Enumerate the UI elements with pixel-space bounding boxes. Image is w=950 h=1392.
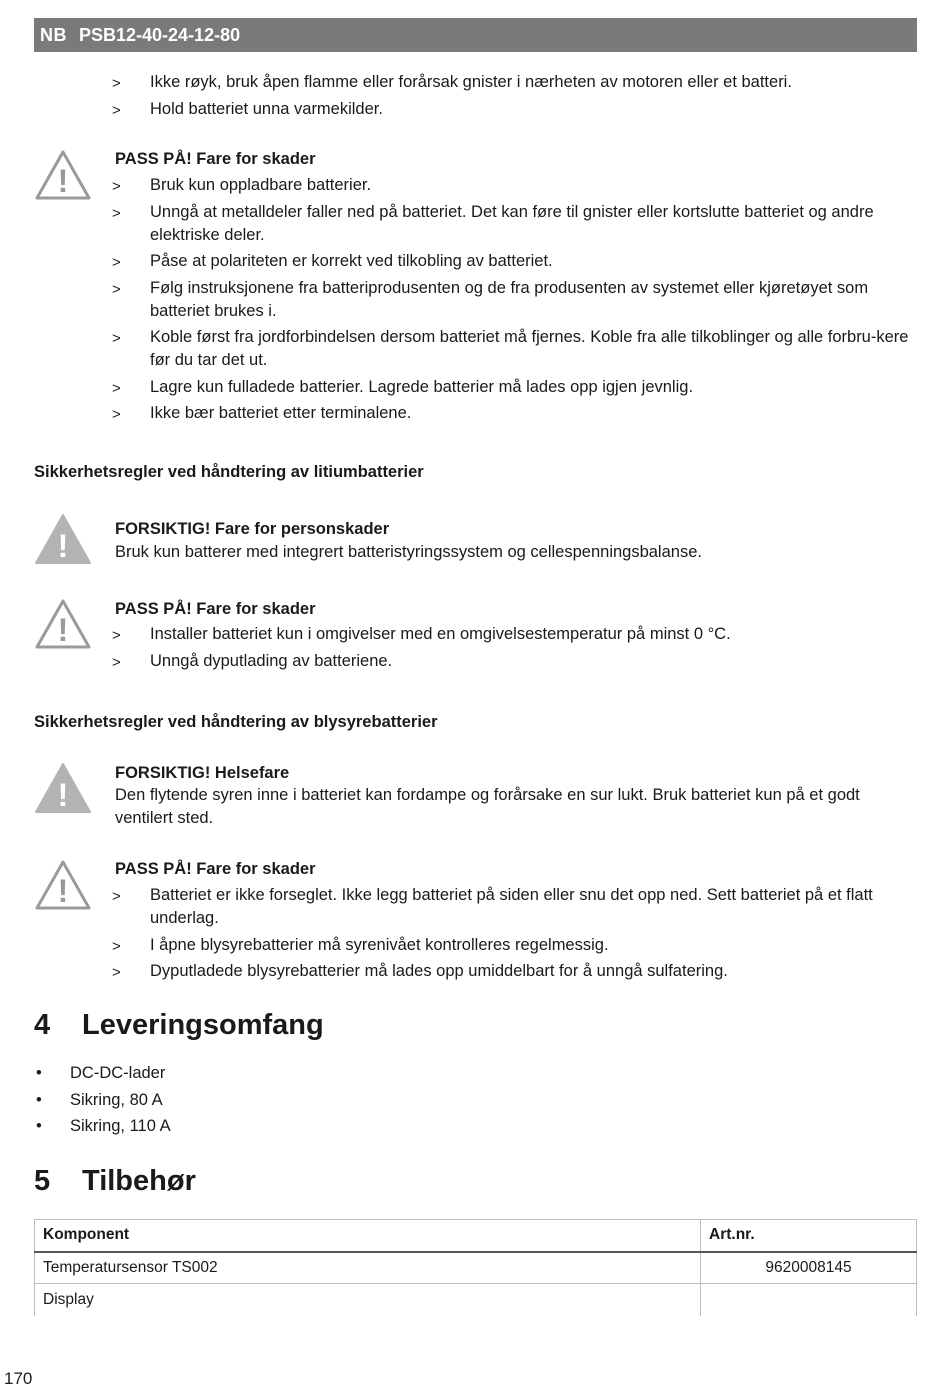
list-item-text: Sikring, 80 A (70, 1090, 163, 1109)
chapter-number: 4 (34, 1009, 51, 1041)
list-item-text: Installer batteriet kun i omgivelser med en omgivelsestemperatur på minst 0 °C. (150, 625, 731, 643)
bullet-marker: • (36, 1090, 42, 1109)
list-item (34, 1115, 171, 1138)
column-header: Komponent (35, 1220, 701, 1252)
intro-bullet-list (112, 71, 912, 124)
notice-title: PASS PÅ! Fare for skader (115, 600, 316, 618)
list-item (112, 71, 912, 94)
list-item-text: Unngå at metalldeler faller ned på batteriet. Det kan føre til gnister eller kortslutte batteriet og andre elektriske deler. (150, 202, 874, 244)
scope-of-delivery-list (34, 1062, 171, 1142)
chapter-heading-5 (34, 1164, 196, 1198)
warning-triangle-icon (34, 149, 92, 201)
arrow-marker: > (112, 627, 121, 644)
list-item (112, 376, 912, 399)
exclamation-mark: ! (57, 163, 69, 199)
chapter-number: 5 (34, 1165, 51, 1197)
warning-triangle-icon (34, 859, 92, 911)
list-item (112, 277, 912, 323)
list-item (112, 960, 912, 983)
list-item (112, 326, 912, 372)
language-code: NB (40, 24, 67, 45)
table-cell (701, 1284, 917, 1316)
notice-bullet-list (112, 884, 912, 987)
list-item-text: Lagre kun fulladede batterier. Lagrede batterier må lades opp igjen jevnlig. (150, 377, 694, 396)
list-item (112, 650, 912, 673)
chapter-heading-4 (34, 1008, 324, 1042)
column-header: Art.nr. (701, 1220, 917, 1252)
list-item-text: Unngå dyputlading av batteriene. (150, 651, 393, 670)
bullet-marker: • (36, 1064, 42, 1082)
list-item-text: Påse at polariteten er korrekt ved tilkobling av batteriet. (150, 252, 553, 270)
model-number: PSB12-40-24-12-80 (79, 24, 241, 45)
list-item (112, 934, 912, 957)
arrow-marker: > (112, 178, 121, 195)
arrow-marker: > (112, 204, 121, 222)
list-item-text: Følg instruksjonene fra batteriprodusenten og de fra produsenten av systemet eller kjøretøyet som batteriet brukes i. (150, 278, 869, 320)
notice-title: PASS PÅ! Fare for skader (115, 150, 316, 168)
arrow-marker: > (112, 888, 121, 905)
exclamation-mark: ! (57, 873, 69, 909)
table-row (35, 1252, 917, 1284)
arrow-marker: > (112, 254, 121, 271)
exclamation-mark: ! (57, 528, 69, 564)
caution-text: Bruk kun batterer med integrert batteristyringssystem og cellespenningsbalanse. (115, 543, 702, 561)
list-item-text: Bruk kun oppladbare batterier. (150, 176, 372, 194)
arrow-marker: > (112, 406, 121, 423)
list-item-text: Koble først fra jordforbindelsen dersom batteriet må fjernes. Koble fra alle tilkoblinger og alle forbru-kere før du tar det ut. (150, 328, 909, 369)
arrow-marker: > (112, 101, 121, 119)
warning-triangle-icon (34, 598, 92, 650)
notice-bullet-list (112, 623, 912, 676)
list-item-text: Ikke bær batteriet etter terminalene. (150, 404, 412, 422)
accessories-table (34, 1219, 917, 1316)
list-item-text: Batteriet er ikke forseglet. Ikke legg batteriet på siden eller snu det opp ned. Sett batteriet på et flatt underlag. (150, 886, 873, 927)
list-item (112, 201, 912, 247)
caution-title: FORSIKTIG! Fare for personskader (115, 520, 390, 538)
exclamation-mark: ! (57, 777, 69, 813)
arrow-marker: > (112, 964, 121, 981)
arrow-marker: > (112, 653, 121, 671)
notice-title: PASS PÅ! Fare for skader (115, 860, 316, 878)
list-item (112, 623, 912, 646)
arrow-marker: > (112, 75, 121, 92)
list-item (112, 884, 912, 930)
caution-triangle-icon (34, 513, 92, 565)
caution-title: FORSIKTIG! Helsefare (115, 764, 290, 782)
arrow-marker: > (112, 330, 121, 347)
list-item (34, 1089, 171, 1112)
list-item (112, 98, 912, 121)
arrow-marker: > (112, 379, 121, 397)
table-header-row (35, 1220, 917, 1252)
chapter-title: Leveringsomfang (82, 1009, 324, 1041)
header-bar (34, 18, 917, 52)
page-number: 170 (4, 1369, 33, 1388)
exclamation-mark: ! (57, 612, 69, 648)
list-item (34, 1062, 171, 1085)
table-cell: Display (35, 1284, 701, 1316)
table-row (35, 1284, 917, 1316)
chapter-title: Tilbehør (82, 1165, 196, 1197)
bullet-marker: • (36, 1117, 42, 1135)
notice-bullet-list (112, 174, 912, 429)
list-item (112, 174, 912, 197)
caution-text: Den flytende syren inne i batteriet kan fordampe og forårsake en sur lukt. Bruk batteriet kun på et godt ventilert sted. (115, 786, 860, 827)
list-item-text: Dyputladede blysyrebatterier må lades opp umiddelbart for å unngå sulfatering. (150, 962, 728, 980)
list-item-text: Hold batteriet unna varmekilder. (150, 99, 383, 118)
section-heading-lead-acid: Sikkerhetsregler ved håndtering av blysyrebatterier (34, 713, 438, 731)
table-cell: Temperatursensor TS002 (35, 1252, 701, 1284)
table-cell: 9620008145 (701, 1252, 917, 1284)
list-item (112, 402, 912, 425)
list-item-text: Sikring, 110 A (70, 1117, 171, 1135)
arrow-marker: > (112, 937, 121, 955)
list-item (112, 250, 912, 273)
list-item-text: Ikke røyk, bruk åpen flamme eller forårsak gnister i nærheten av motoren eller et batteri. (150, 73, 792, 91)
caution-triangle-icon (34, 762, 92, 814)
list-item-text: DC-DC-lader (70, 1064, 166, 1082)
section-heading-lithium: Sikkerhetsregler ved håndtering av litiumbatterier (34, 463, 424, 481)
arrow-marker: > (112, 280, 121, 298)
list-item-text: I åpne blysyrebatterier må syrenivået kontrolleres regelmessig. (150, 935, 609, 954)
